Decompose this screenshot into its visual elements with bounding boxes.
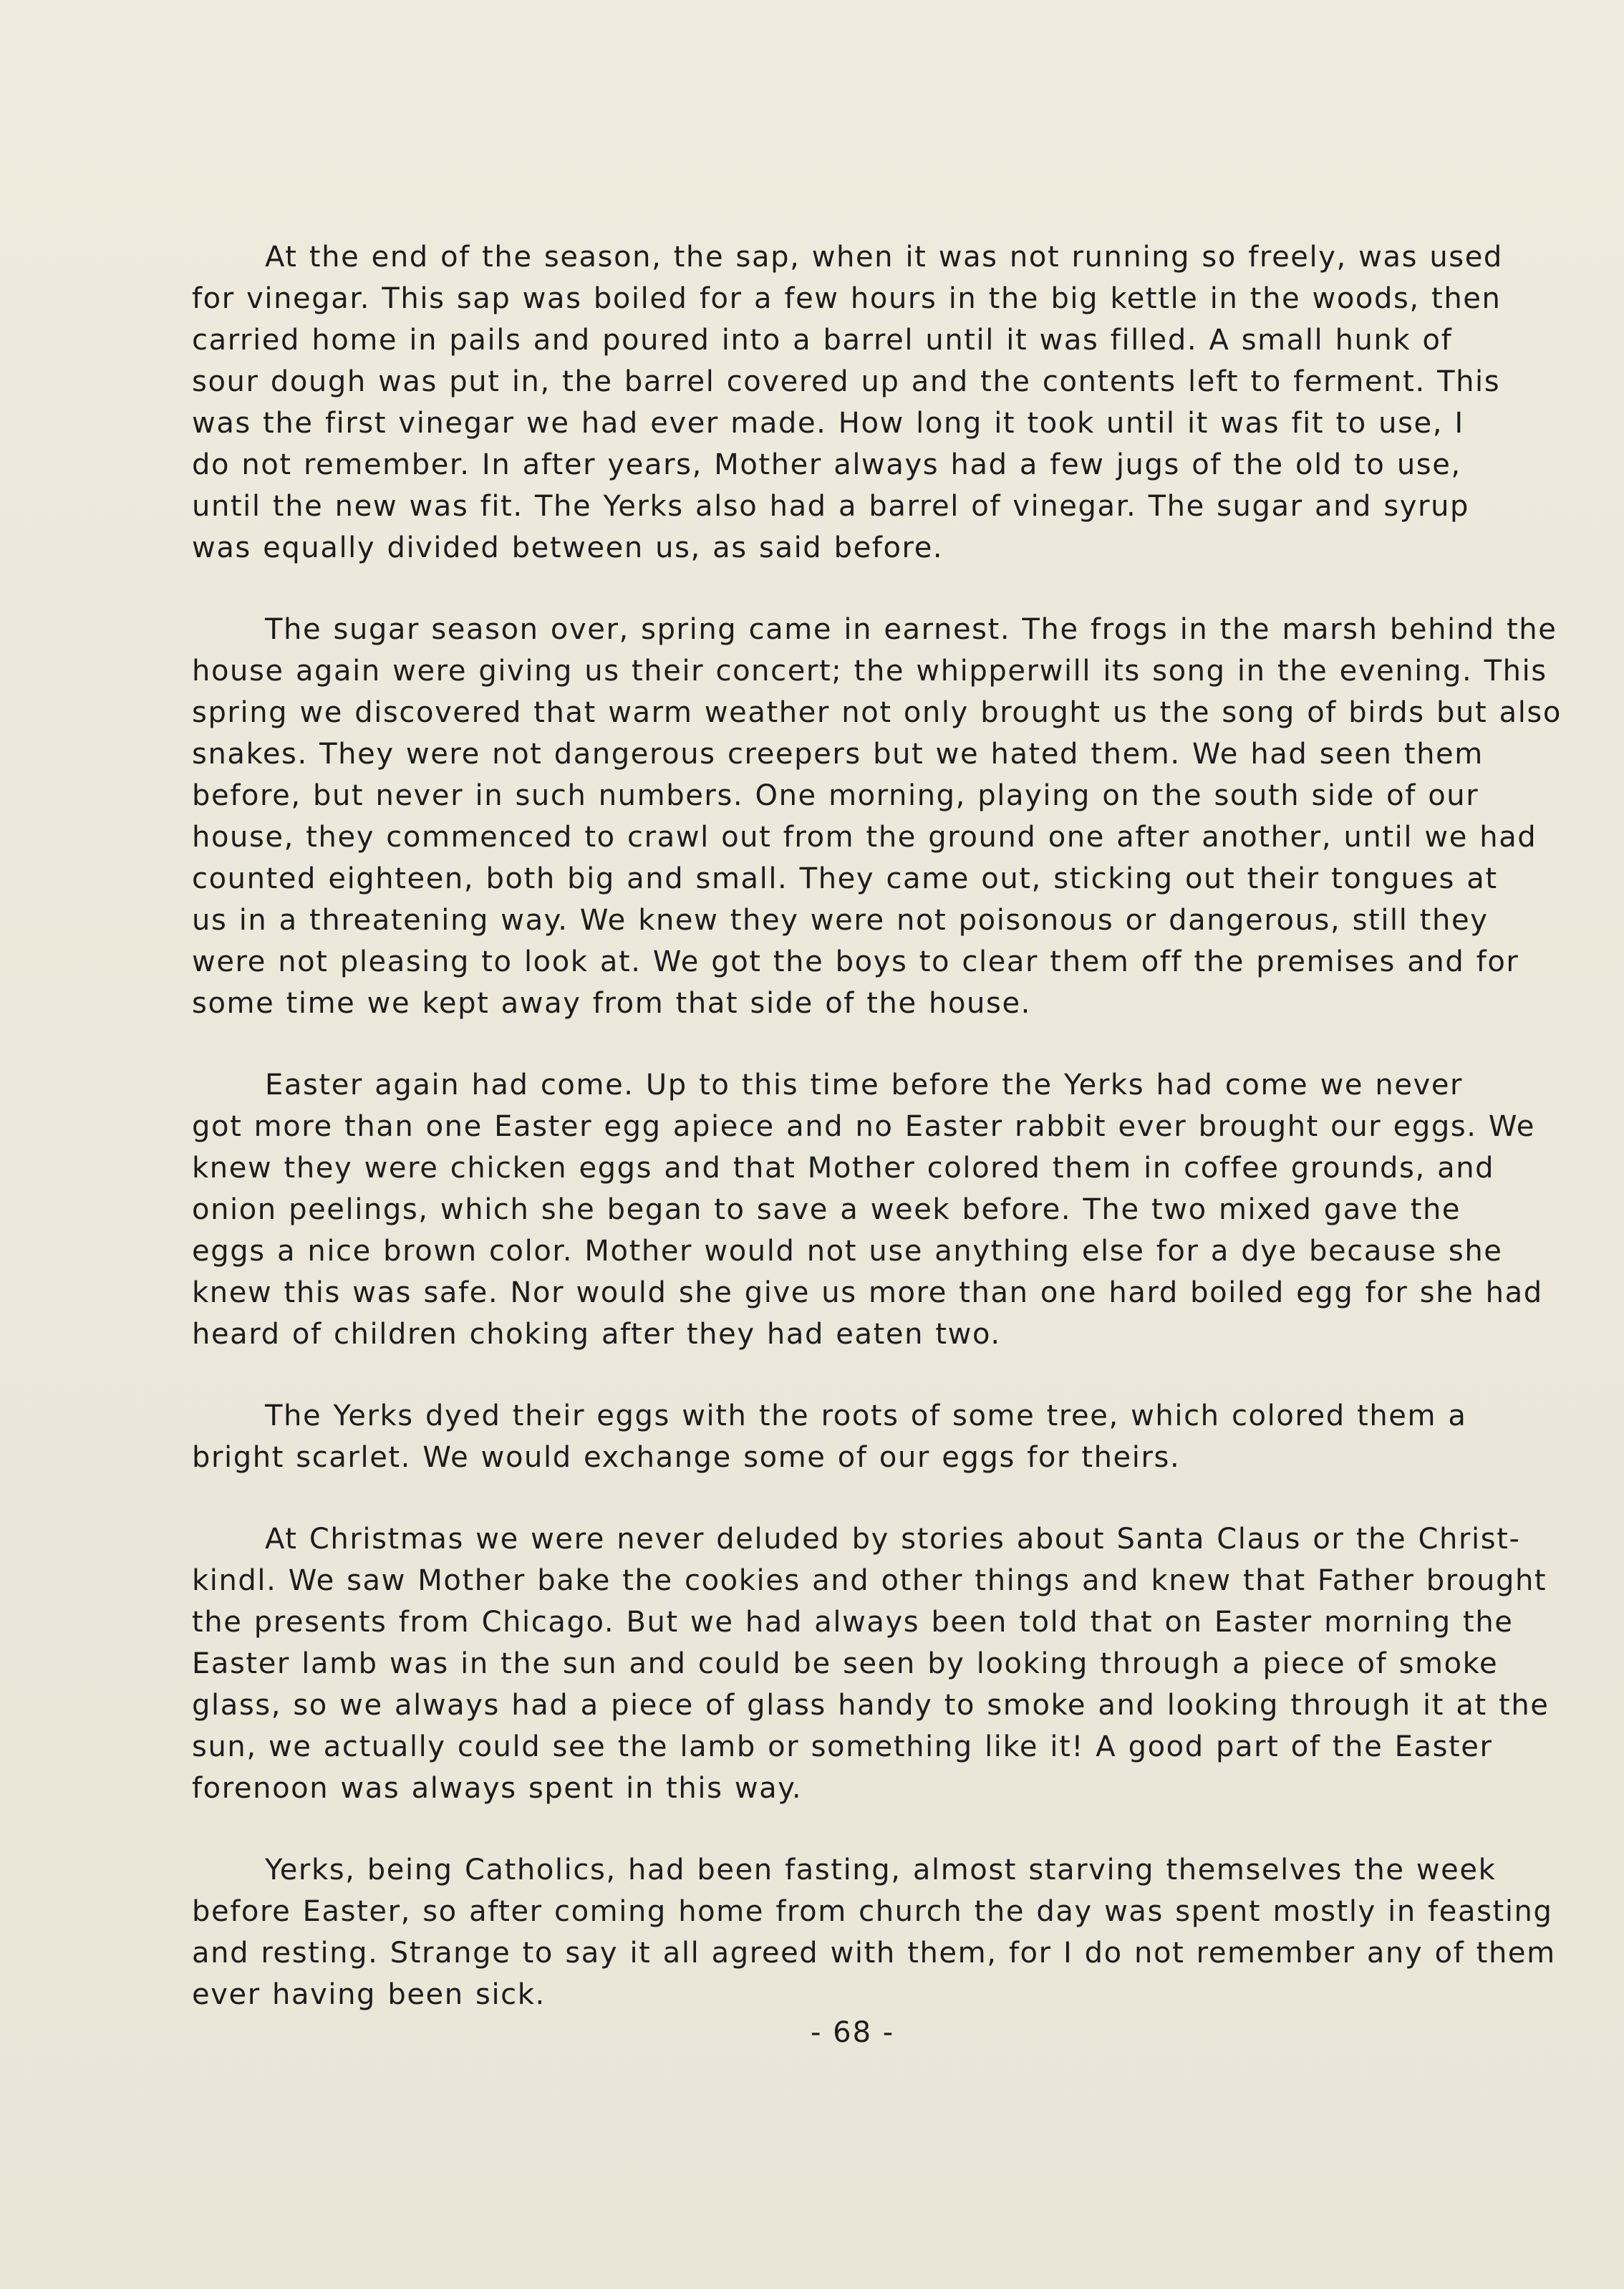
text-line: ever having been sick. [192, 1978, 546, 2011]
text-line: sour dough was put in, the barrel covered up and the contents left to ferment. This [192, 365, 1501, 398]
paragraph-yerks-dye [192, 1395, 1552, 1478]
text-line: was equally divided between us, as said before. [192, 531, 944, 564]
text-line: glass, so we always had a piece of glass handy to smoke and looking through it at the [192, 1689, 1550, 1722]
text-line: got more than one Easter egg apiece and no Easter rabbit ever brought our eggs. We [192, 1110, 1535, 1143]
text-line: At the end of the season, the sap, when it was not running so freely, was used [265, 241, 1503, 274]
text-line: forenoon was always spent in this way. [192, 1772, 803, 1805]
text-line: and resting. Strange to say it all agreed with them, for I do not remember any of them [192, 1937, 1556, 1970]
text-line: house again were giving us their concert; the whipperwill its song in the evening. This [192, 655, 1547, 688]
paragraph-easter-eggs [192, 1064, 1552, 1355]
text-line: do not remember. In after years, Mother always had a few jugs of the old to use, [192, 448, 1461, 481]
text-line: bright scarlet. We would exchange some of our eggs for theirs. [192, 1441, 1181, 1474]
paragraph-spring-snakes [192, 609, 1562, 1024]
text-line: spring we discovered that warm weather not only brought us the song of birds but also [192, 696, 1562, 729]
text-line: heard of children choking after they had eaten two. [192, 1318, 1001, 1351]
text-line: house, they commenced to crawl out from the ground one after another, until we had [192, 821, 1537, 854]
text-line: counted eighteen, both big and small. They came out, sticking out their tongues at [192, 862, 1498, 895]
text-line: sun, we actually could see the lamb or something like it! A good part of the Easter [192, 1730, 1493, 1763]
text-line: was the first vinegar we had ever made. How long it took until it was fit to use, I [192, 407, 1464, 440]
text-line: onion peelings, which she began to save a week before. The two mixed gave the [192, 1193, 1461, 1226]
text-line: The Yerks dyed their eggs with the roots of some tree, which colored them a [265, 1399, 1467, 1432]
paragraph-yerks-fasting [192, 1849, 1556, 2015]
text-line: were not pleasing to look at. We got the boys to clear them off the premises and for [192, 945, 1519, 978]
text-line: before, but never in such numbers. One morning, playing on the south side of our [192, 779, 1479, 812]
text-line: Easter lamb was in the sun and could be seen by looking through a piece of smoke [192, 1647, 1499, 1680]
paragraph-christmas-easter-lamb [192, 1518, 1552, 1809]
text-line: Yerks, being Catholics, had been fasting, almost starving themselves the week [265, 1854, 1497, 1886]
text-line: for vinegar. This sap was boiled for a few hours in the big kettle in the woods, then [192, 282, 1502, 315]
text-line: The sugar season over, spring came in earnest. The frogs in the marsh behind the [265, 613, 1557, 646]
text-line: us in a threatening way. We knew they were not poisonous or dangerous, still they [192, 904, 1489, 937]
text-line: eggs a nice brown color. Mother would not use anything else for a dye because she [192, 1235, 1503, 1268]
paragraph-vinegar [192, 236, 1552, 569]
text-line: carried home in pails and poured into a barrel until it was filled. A small hunk of [192, 324, 1453, 357]
body-text [192, 236, 1562, 2056]
text-line: until the new was fit. The Yerks also had a barrel of vinegar. The sugar and syrup [192, 490, 1470, 523]
text-line: before Easter, so after coming home from church the day was spent mostly in feasting [192, 1895, 1553, 1928]
text-line: At Christmas we were never deluded by stories about Santa Claus or the Christ- [265, 1523, 1521, 1556]
text-line: knew they were chicken eggs and that Mother colored them in coffee grounds, and [192, 1152, 1495, 1185]
text-line: snakes. They were not dangerous creepers but we hated them. We had seen them [192, 738, 1484, 771]
text-line: the presents from Chicago. But we had always been told that on Easter morning the [192, 1606, 1514, 1639]
text-line: some time we kept away from that side of the house. [192, 987, 1031, 1020]
text-line: Easter again had come. Up to this time before the Yerks had come we never [265, 1069, 1464, 1102]
text-line: kindl. We saw Mother bake the cookies and other things and knew that Father brought [192, 1564, 1547, 1597]
text-line: knew this was safe. Nor would she give us more than one hard boiled egg for she had [192, 1276, 1543, 1309]
page-number: - 68 - [811, 2016, 895, 2049]
